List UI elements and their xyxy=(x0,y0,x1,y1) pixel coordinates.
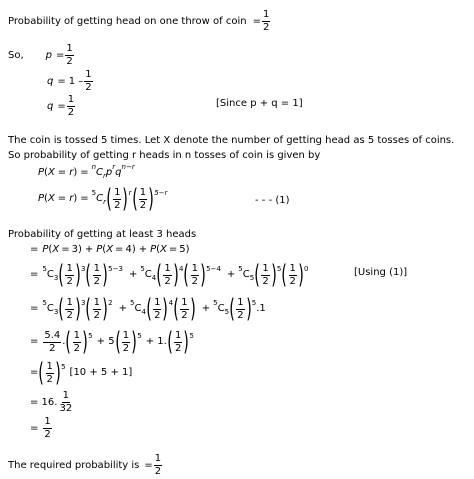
paren: ) xyxy=(298,260,304,290)
paren: ( xyxy=(58,294,65,324)
exponent: 3 xyxy=(81,264,86,273)
P-symbol: P xyxy=(150,244,157,255)
fraction-one-half: $\frac{1}{2}$ xyxy=(181,296,188,321)
paren: ( xyxy=(183,260,190,290)
C-symbol: C xyxy=(96,167,104,178)
r-symbol: r xyxy=(69,167,74,178)
exponent: 5 xyxy=(88,331,93,340)
q-value-line xyxy=(47,95,76,118)
sixteen-dot: = 16. xyxy=(30,396,58,408)
paren: ( xyxy=(229,294,235,324)
paren: ( xyxy=(44,167,48,178)
five-superscript: 5 xyxy=(140,264,145,273)
C-symbol: C xyxy=(217,303,225,314)
plus-five: + 5 xyxy=(96,336,115,347)
fraction-one-half: $\frac{1}{2}$ xyxy=(139,186,147,211)
equals-sign: = xyxy=(57,193,67,204)
equals-sign: = xyxy=(168,244,178,255)
paren: ( xyxy=(281,260,288,290)
paren: ( xyxy=(65,327,72,357)
paren: ( xyxy=(114,327,121,357)
P-symbol: P xyxy=(42,244,49,255)
so-probability-sentence: So probability of getting r heads in n tosses of coin is given by xyxy=(8,150,321,161)
exponent: 4 xyxy=(178,264,184,273)
exponent: 2 xyxy=(108,298,113,307)
fraction-one-half: $\frac{1}{2}$ xyxy=(93,296,100,321)
equals-sign: = xyxy=(56,49,65,61)
at-least-three-heads-text: Probability of getting at least 3 heads xyxy=(8,229,197,240)
paren: ) xyxy=(131,327,137,357)
five-superscript: 5 xyxy=(91,188,97,197)
subscript: 4 xyxy=(151,273,157,282)
q-symbol: q xyxy=(47,100,54,112)
equals-sign: = xyxy=(30,244,39,255)
five-superscript: 5 xyxy=(213,298,218,307)
paren: ( xyxy=(85,294,92,324)
fraction-one-half: $\frac{1}{2}$ xyxy=(164,262,171,287)
paren: ( xyxy=(48,244,53,255)
sum-of-probabilities-line xyxy=(30,245,190,255)
conclusion-line xyxy=(8,454,163,477)
fraction-one-half: $\frac{1}{2}$ xyxy=(67,94,75,118)
equals-sign: = xyxy=(80,193,89,204)
paren: ( xyxy=(58,260,65,290)
q-step-line xyxy=(47,70,94,93)
paren: ) xyxy=(73,193,78,204)
fraction-one-half: $\frac{1}{2}$ xyxy=(154,453,162,477)
paren: ) xyxy=(148,184,154,214)
plus-sign: + xyxy=(118,303,128,314)
binomial-specific-line xyxy=(38,182,167,216)
paren: ) xyxy=(185,244,190,255)
r-subscript: r xyxy=(103,171,106,180)
p-symbol: p xyxy=(45,49,53,61)
fraction-one-half: $\frac{1}{2}$ xyxy=(289,262,296,287)
fraction-one-half: $\frac{1}{2}$ xyxy=(191,262,198,287)
paren: ) xyxy=(131,244,136,255)
X-symbol: X xyxy=(160,244,167,255)
dot: . xyxy=(62,336,66,347)
paren: ) xyxy=(82,327,88,357)
subscript: 5 xyxy=(224,307,230,316)
r-superscript: r xyxy=(128,188,132,197)
plus-sign: + xyxy=(201,303,211,314)
paren: ) xyxy=(183,327,190,357)
n-superscript: n xyxy=(91,162,97,171)
fraction-one-half: $\frac{1}{2}$ xyxy=(66,43,73,67)
r-superscript: r xyxy=(112,162,116,171)
exponent: 5 xyxy=(276,264,282,273)
equals-sign: = xyxy=(30,336,39,347)
X-symbol: X xyxy=(106,244,114,255)
head-probability-line xyxy=(8,10,271,33)
equals-sign: = xyxy=(252,15,261,27)
factored-line xyxy=(30,358,132,388)
paren: ( xyxy=(102,244,107,255)
plus-sign: + xyxy=(138,244,148,255)
tossed-sentence: The coin is tossed 5 times. Let X denote the number of getting head as 5 tosses of coins. xyxy=(8,135,455,146)
product-line xyxy=(30,391,74,414)
paren: ) xyxy=(173,260,179,290)
fraction-one-half: $\frac{1}{2}$ xyxy=(44,416,51,440)
equals-sign: = xyxy=(30,422,39,434)
bracket-sum: [10 + 5 + 1] xyxy=(69,367,133,378)
exponent: 5 xyxy=(61,362,66,371)
X-symbol: X xyxy=(52,244,60,255)
fraction-one-half: $\frac{1}{2}$ xyxy=(93,262,100,287)
fraction-one-half: $\frac{1}{2}$ xyxy=(262,262,269,287)
fraction-one-half: $\frac{1}{2}$ xyxy=(46,360,53,385)
X-symbol: X xyxy=(47,193,55,204)
paren: ) xyxy=(102,294,108,324)
paren: ( xyxy=(38,358,45,388)
X-symbol: X xyxy=(47,167,55,178)
p-symbol: p xyxy=(105,167,113,178)
so-label: So, xyxy=(8,49,24,61)
fraction-one-half: $\frac{1}{2}$ xyxy=(73,329,81,354)
fraction-one-half: $\frac{1}{2}$ xyxy=(66,262,73,287)
head-probability-text: Probability of getting head on one throw of coin xyxy=(8,15,247,27)
expanded-terms-line xyxy=(30,259,309,291)
paren: ) xyxy=(102,260,108,290)
paren: ( xyxy=(44,193,48,204)
one-minus: 1 – xyxy=(68,75,84,87)
equals-sign: = xyxy=(57,75,66,87)
paren: ( xyxy=(167,327,173,357)
five-superscript: 5 xyxy=(238,264,243,273)
C-symbol: C xyxy=(46,303,54,314)
paren: ( xyxy=(156,244,161,255)
fraction-five-four-over-two: $\frac{5.4}{2}$ xyxy=(44,329,61,354)
five-superscript: 5 xyxy=(42,264,47,273)
C-symbol: C xyxy=(242,269,250,280)
equals-sign: = xyxy=(61,244,70,255)
q-symbol: q xyxy=(47,75,54,87)
r-subscript: r xyxy=(103,197,106,206)
plus-sign: + xyxy=(84,244,94,255)
C-symbol: C xyxy=(96,193,104,204)
paren: ( xyxy=(173,294,179,324)
paren: ) xyxy=(75,260,81,290)
subscript: 5 xyxy=(249,273,255,282)
exponent: 5 xyxy=(189,331,194,340)
equals-sign: = xyxy=(115,244,124,255)
exponent: 5 xyxy=(251,298,257,307)
plus-sign: + xyxy=(128,269,138,280)
five-superscript: 5 xyxy=(130,298,135,307)
P-symbol: P xyxy=(38,167,45,178)
conclusion-text: The required probability is xyxy=(8,459,140,471)
plus-one-dot: + 1. xyxy=(145,336,167,347)
fraction-one-half: $\frac{1}{2}$ xyxy=(154,296,161,321)
paren: ) xyxy=(77,244,82,255)
equals-sign: = xyxy=(80,167,89,178)
simplified-terms-line xyxy=(30,293,266,325)
paren: ( xyxy=(106,184,112,214)
C-symbol: C xyxy=(144,269,152,280)
binomial-general-line xyxy=(38,162,135,180)
p-value-line xyxy=(8,44,75,67)
using-note: [Using (1)] xyxy=(354,267,408,278)
paren: ( xyxy=(254,260,261,290)
paren: ( xyxy=(146,294,152,324)
P-symbol: P xyxy=(96,244,103,255)
paren: ) xyxy=(55,358,61,388)
C-symbol: C xyxy=(46,269,54,280)
exponent: 0 xyxy=(304,264,309,273)
q-symbol: q xyxy=(115,167,122,178)
C-symbol: C xyxy=(134,303,142,314)
equals-sign: = xyxy=(57,100,66,112)
fraction-one-half: $\frac{1}{2}$ xyxy=(85,69,92,93)
subscript: 3 xyxy=(53,273,59,282)
n-minus-r-superscript: n−r xyxy=(121,162,135,171)
equals-sign: = xyxy=(144,459,153,471)
paren: ( xyxy=(156,260,163,290)
number: 3 xyxy=(71,244,78,255)
fraction-one-half: $\frac{1}{2}$ xyxy=(114,186,121,211)
five-superscript: 5 xyxy=(42,298,47,307)
five-minus-r-superscript: 5−r xyxy=(154,188,168,197)
dot-one: .1 xyxy=(256,303,266,314)
paren: ) xyxy=(200,260,206,290)
equals-sign: = xyxy=(30,269,39,280)
result-line xyxy=(30,417,53,440)
paren: ) xyxy=(189,294,196,324)
number: 5 xyxy=(179,244,186,255)
paren: ( xyxy=(85,260,92,290)
fraction-one-half: $\frac{1}{2}$ xyxy=(237,296,244,321)
paren: ( xyxy=(131,184,138,214)
paren: ) xyxy=(122,184,129,214)
number: 4 xyxy=(125,244,132,255)
exponent: 5 xyxy=(137,331,142,340)
paren: ) xyxy=(271,260,277,290)
equals-sign: = xyxy=(30,367,39,378)
exponent: 5−3 xyxy=(108,264,123,273)
paren: ) xyxy=(162,294,169,324)
exponent: 5−4 xyxy=(206,264,221,273)
equals-sign: = xyxy=(57,167,67,178)
since-note: [Since p + q = 1] xyxy=(216,98,303,109)
subscript: 4 xyxy=(141,307,146,316)
plus-sign: + xyxy=(226,269,236,280)
equals-sign: = xyxy=(30,303,39,314)
fraction-one-half: $\frac{1}{2}$ xyxy=(174,329,182,354)
fraction-one-over-thirtytwo: $\frac{1}{32}$ xyxy=(59,390,73,414)
paren: ) xyxy=(245,294,252,324)
fraction-one-half: $\frac{1}{2}$ xyxy=(66,296,73,321)
equation-reference: - - - (1) xyxy=(255,195,290,206)
coefficients-line xyxy=(30,326,194,358)
exponent: 3 xyxy=(81,298,86,307)
paren: ) xyxy=(73,167,78,178)
P-symbol: P xyxy=(38,193,45,204)
exponent: 4 xyxy=(168,298,174,307)
fraction-one-half: $\frac{1}{2}$ xyxy=(122,329,130,354)
r-symbol: r xyxy=(69,193,74,204)
fraction-one-half: $\frac{1}{2}$ xyxy=(262,9,270,33)
subscript: 3 xyxy=(53,307,59,316)
paren: ) xyxy=(75,294,81,324)
